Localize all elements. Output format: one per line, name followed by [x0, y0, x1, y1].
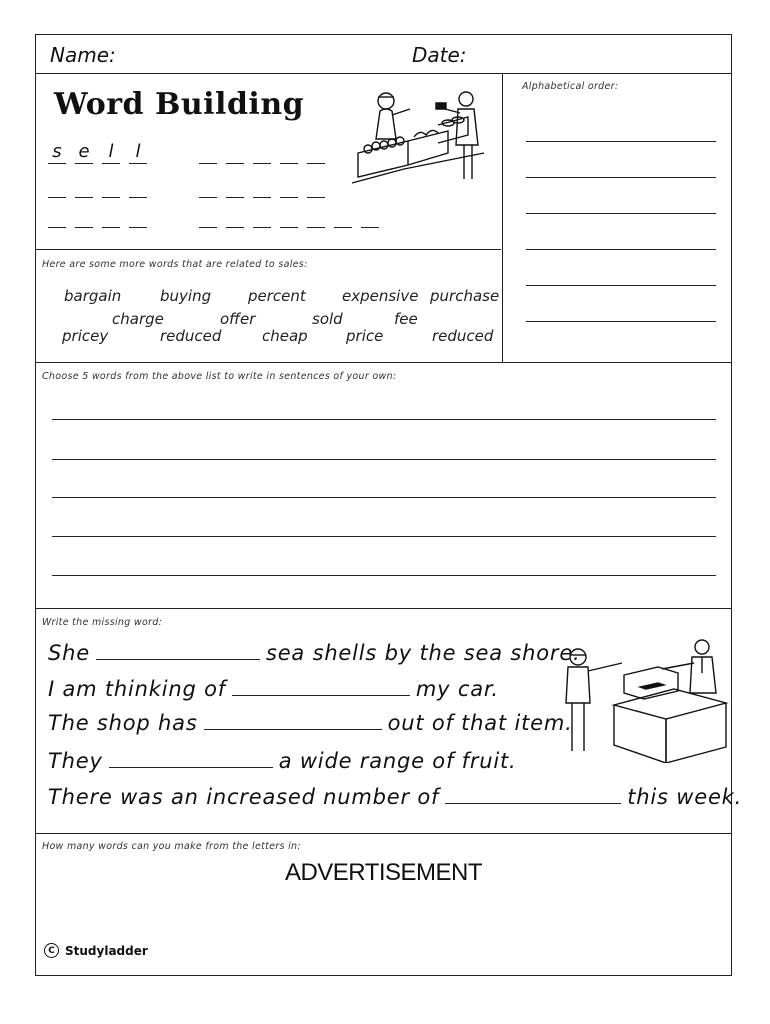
word-item: cheap: [262, 327, 308, 345]
word-item: sold: [312, 310, 343, 328]
example-word: [48, 143, 147, 164]
word-item: expensive: [342, 287, 419, 305]
answer-blank[interactable]: [109, 749, 273, 768]
writing-line[interactable]: [52, 536, 716, 537]
word-item: reduced: [432, 327, 494, 345]
alphabetical-label: Alphabetical order:: [522, 81, 619, 92]
writing-line[interactable]: [52, 459, 716, 460]
letter: l: [129, 143, 147, 164]
answer-line[interactable]: [526, 213, 716, 214]
divider: [36, 362, 731, 363]
word-item: charge: [112, 310, 164, 328]
divider: [36, 249, 501, 250]
divider: [36, 73, 731, 74]
word-item: buying: [160, 287, 212, 305]
target-word: ADVERTISEMENT: [284, 859, 483, 886]
answer-blank[interactable]: [232, 677, 410, 696]
shop-counter-illustration: [562, 635, 730, 763]
word-blanks[interactable]: [48, 207, 147, 228]
writing-line[interactable]: [52, 419, 716, 420]
word-item: pricey: [62, 327, 109, 345]
worksheet: [35, 34, 743, 976]
letter: l: [102, 143, 120, 164]
studyladder-logo: [44, 943, 148, 958]
answer-line[interactable]: [526, 141, 716, 142]
answer-line[interactable]: [526, 249, 716, 250]
divider: [36, 833, 731, 834]
answer-blank[interactable]: [96, 641, 260, 660]
market-stall-illustration: [348, 83, 493, 195]
word-item: percent: [248, 287, 306, 305]
word-item: offer: [220, 310, 256, 328]
letter: s: [48, 143, 66, 164]
answer-blank[interactable]: [204, 711, 382, 730]
writing-line[interactable]: [52, 497, 716, 498]
answer-blank[interactable]: [445, 785, 621, 804]
word-item: price: [346, 327, 384, 345]
missing-word-sentence: The shop has out of that item.: [48, 711, 573, 735]
word-blanks[interactable]: [199, 207, 379, 228]
letters-label: How many words can you make from the letters in:: [42, 841, 301, 852]
missing-word-label: Write the missing word:: [42, 617, 163, 628]
answer-line[interactable]: [526, 321, 716, 322]
answer-line[interactable]: [526, 285, 716, 286]
related-words-label: Here are some more words that are related to sales:: [42, 259, 308, 270]
word-item: reduced: [160, 327, 222, 345]
divider: [502, 73, 503, 362]
word-item: bargain: [64, 287, 122, 305]
name-label: Name:: [50, 43, 116, 67]
page-title: Word Building: [54, 87, 305, 122]
word-item: purchase: [430, 287, 500, 305]
brand-name: Studyladder: [65, 943, 148, 958]
missing-word-sentence: They a wide range of fruit.: [48, 749, 517, 773]
word-item: fee: [394, 310, 418, 328]
divider: [36, 608, 731, 609]
copyright-icon: C: [44, 943, 59, 958]
date-label: Date:: [412, 43, 467, 67]
missing-word-sentence: She sea shells by the sea shore.: [48, 641, 581, 665]
writing-line[interactable]: [52, 575, 716, 576]
word-blanks[interactable]: [199, 177, 325, 198]
answer-line[interactable]: [526, 177, 716, 178]
letter: e: [75, 143, 93, 164]
word-blanks[interactable]: [48, 177, 147, 198]
word-blanks[interactable]: [199, 143, 325, 164]
missing-word-sentence: I am thinking of my car.: [48, 677, 499, 701]
missing-word-sentence: There was an increased number of this week.: [48, 785, 743, 809]
sentences-label: Choose 5 words from the above list to write in sentences of your own:: [42, 371, 397, 382]
